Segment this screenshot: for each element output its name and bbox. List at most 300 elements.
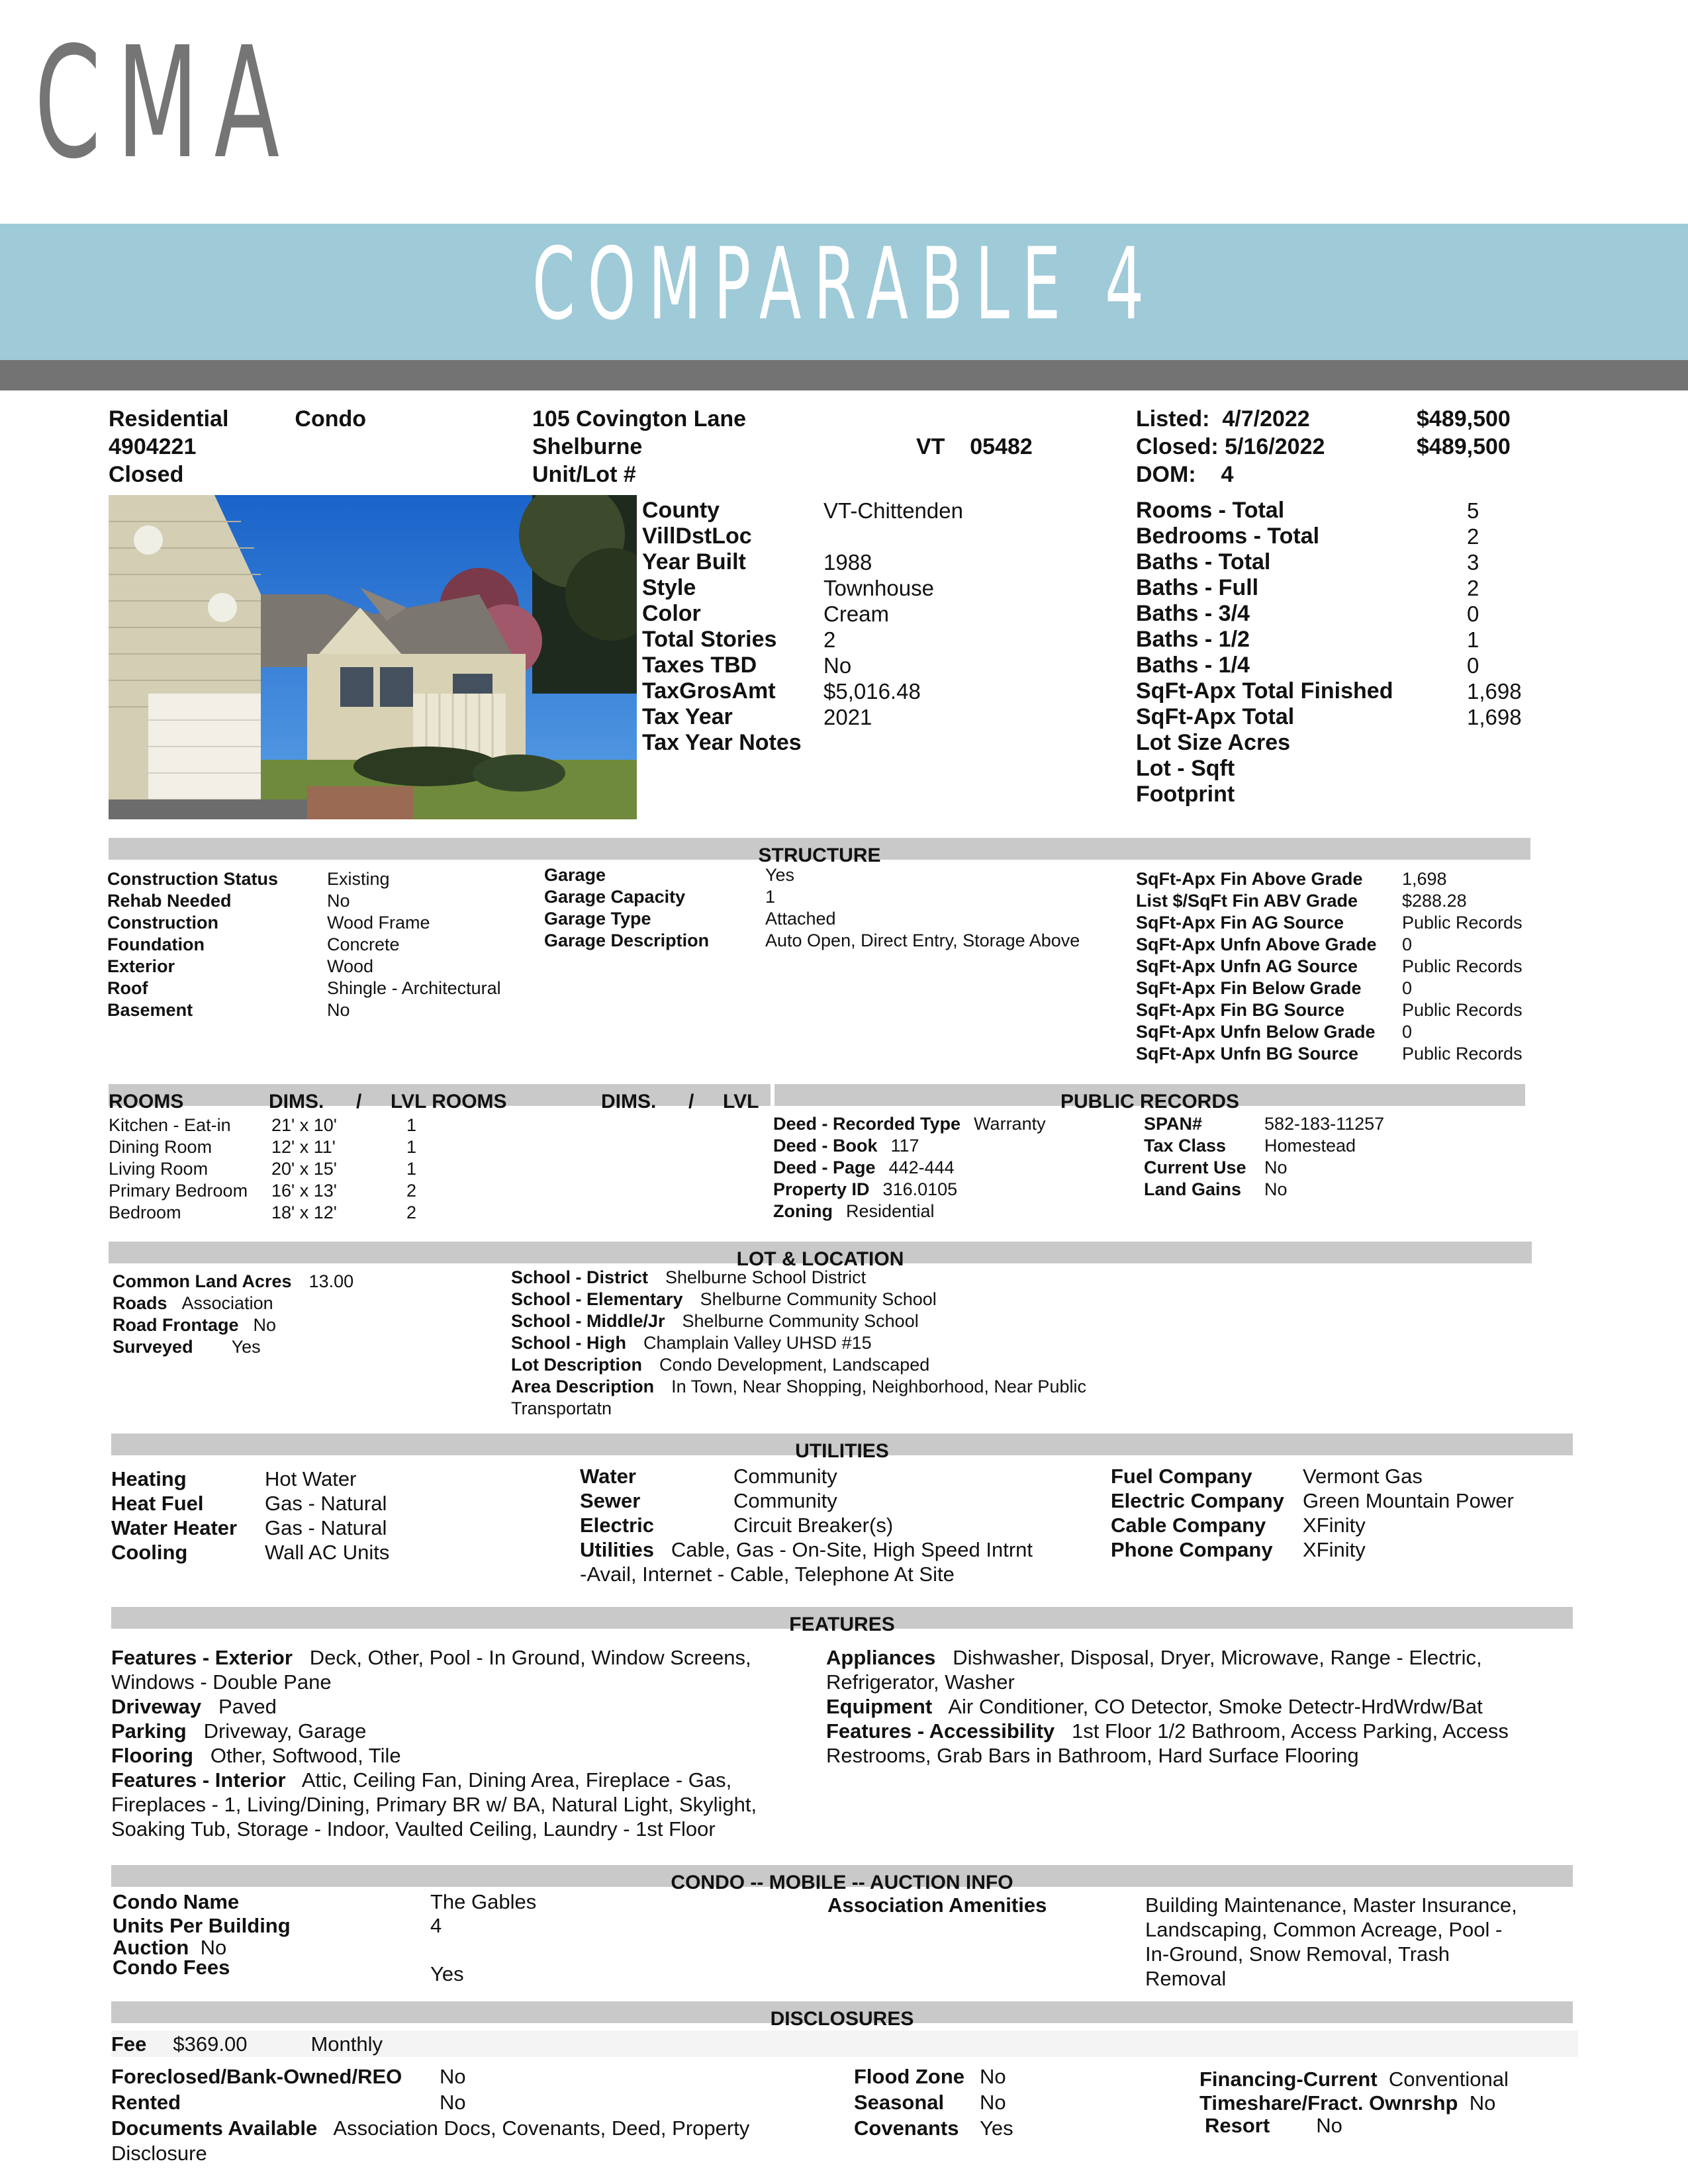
field-label: School - District xyxy=(511,1267,649,1287)
field-label: Deed - Book xyxy=(773,1136,878,1156)
listed-label: Listed: xyxy=(1136,406,1210,432)
summary-row xyxy=(1136,756,1522,782)
summary-mid xyxy=(642,498,963,756)
property-subtype: Condo xyxy=(295,406,367,432)
field-label: Rehab Needed xyxy=(107,891,232,911)
summary-row xyxy=(1136,782,1522,807)
summary-value: $5,016.48 xyxy=(823,679,921,704)
structure-row xyxy=(544,908,1080,930)
field-label: Water xyxy=(580,1465,636,1488)
summary-value xyxy=(1467,730,1522,756)
field-value-cont: Restrooms, Grab Bars in Bathroom, Hard Surface Flooring xyxy=(826,1744,1359,1767)
field-value: Auto Open, Direct Entry, Storage Above xyxy=(765,931,1080,950)
summary-label: Baths - Full xyxy=(1136,575,1259,600)
summary-row xyxy=(642,730,963,756)
gray-divider xyxy=(0,360,1688,390)
summary-label: Taxes TBD xyxy=(642,653,757,678)
summary-label: Lot Size Acres xyxy=(1136,730,1291,755)
disclosure-row xyxy=(111,2089,466,2115)
lot-row xyxy=(511,1354,929,1376)
field-label: Garage Description xyxy=(544,931,710,950)
field-value: XFinity xyxy=(1303,1538,1366,1561)
field-value: Community xyxy=(733,1465,837,1488)
association-amenities xyxy=(1145,1893,1517,1991)
utilities-title: UTILITIES xyxy=(795,1440,889,1462)
field-label: List $/SqFt Fin ABV Grade xyxy=(1136,891,1358,911)
lot-row xyxy=(113,1271,353,1293)
closed-date: 5/16/2022 xyxy=(1225,434,1325,459)
summary-right-table xyxy=(1136,498,1522,807)
summary-value: 2021 xyxy=(823,705,872,729)
closed-price: $489,500 xyxy=(1417,434,1511,459)
field-value: Driveway, Garage xyxy=(203,1719,367,1743)
slash-col-header: / xyxy=(356,1091,362,1113)
public-records-left xyxy=(773,1113,1046,1222)
room-dims: 21' x 10' xyxy=(271,1115,337,1135)
structure-row xyxy=(1136,912,1523,934)
field-value: Paved xyxy=(218,1695,277,1718)
field-label: School - High xyxy=(511,1333,626,1353)
field-value: Public Records xyxy=(1402,913,1523,933)
summary-row xyxy=(642,601,963,627)
utilities-mid xyxy=(580,1464,1033,1586)
structure-row xyxy=(1136,934,1523,956)
summary-mid-table xyxy=(642,498,963,756)
field-value: Hot Water xyxy=(265,1467,357,1490)
condo-row xyxy=(113,1890,536,1914)
utility-row xyxy=(1111,1513,1514,1537)
field-label: Exterior xyxy=(107,956,175,976)
field-value: 0 xyxy=(1402,934,1413,954)
field-label: Property ID xyxy=(773,1179,870,1199)
summary-label: Style xyxy=(642,575,696,600)
summary-label: VillDstLoc xyxy=(642,523,752,549)
field-value: Association Docs, Covenants, Deed, Property xyxy=(333,2116,750,2140)
disclosures-mid xyxy=(854,2064,1013,2141)
field-label: Current Use xyxy=(1144,1158,1246,1177)
utility-row xyxy=(580,1488,893,1513)
field-label: Documents Available xyxy=(111,2116,318,2140)
summary-right xyxy=(1136,498,1522,807)
field-value: Wall AC Units xyxy=(265,1541,390,1564)
field-label: Heating xyxy=(111,1467,187,1490)
field-label: Seasonal xyxy=(854,2091,945,2114)
field-value: No xyxy=(440,2065,466,2088)
summary-row xyxy=(642,704,963,730)
summary-row xyxy=(642,498,963,523)
field-label: Road Frontage xyxy=(113,1315,239,1335)
summary-value: VT-Chittenden xyxy=(823,498,963,523)
disclosure-row xyxy=(854,2089,1013,2115)
association-amenities-label: Association Amenities xyxy=(827,1893,1047,1917)
field-value: 13.00 xyxy=(308,1271,354,1291)
room-level: 2 xyxy=(406,1181,417,1201)
utilities-line xyxy=(580,1537,1033,1562)
summary-value: Cream xyxy=(823,602,890,626)
field-value: 582-183-11257 xyxy=(1264,1114,1385,1134)
utilities-left xyxy=(111,1467,389,1565)
field-label: Land Gains xyxy=(1144,1179,1242,1199)
room-name: Bedroom xyxy=(109,1203,181,1222)
field-value: Yes xyxy=(980,2116,1013,2140)
field-label: Garage Type xyxy=(544,909,651,929)
lot-row xyxy=(113,1293,273,1314)
summary-value: No xyxy=(823,653,852,678)
record-row xyxy=(1144,1157,1384,1179)
disclosures-left xyxy=(111,2064,749,2165)
field-label: Parking xyxy=(111,1719,187,1743)
summary-label: Total Stories xyxy=(642,627,777,652)
field-value: No xyxy=(253,1315,277,1335)
mls-number: 4904221 xyxy=(109,434,197,459)
structure-row xyxy=(107,890,501,912)
field-value-cont: Refrigerator, Washer xyxy=(826,1670,1015,1694)
field-label: SPAN# xyxy=(1144,1114,1203,1134)
field-label: SqFt-Apx Fin AG Source xyxy=(1136,913,1344,933)
utility-row xyxy=(580,1513,893,1537)
summary-label: SqFt-Apx Total xyxy=(1136,704,1295,729)
structure-row xyxy=(1136,1021,1523,1043)
field-value-cont: Fireplaces - 1, Living/Dining, Primary BR w/ BA, Natural Light, Skylight, xyxy=(111,1793,757,1816)
field-value: 117 xyxy=(890,1136,919,1156)
field-value: $288.28 xyxy=(1402,891,1467,911)
field-label: SqFt-Apx Unfn Below Grade xyxy=(1136,1022,1376,1042)
field-label: Features - Exterior xyxy=(111,1646,293,1669)
field-label: Phone Company xyxy=(1111,1538,1273,1561)
field-label: Garage Capacity xyxy=(544,887,686,907)
field-label: Condo Name xyxy=(113,1890,240,1913)
disclosure-row xyxy=(111,2064,466,2089)
field-label: Water Heater xyxy=(111,1516,238,1539)
record-row xyxy=(1144,1179,1384,1201)
utility-row xyxy=(111,1516,389,1540)
summary-value: 1 xyxy=(1467,627,1479,652)
field-label: Electric xyxy=(580,1514,655,1537)
room-row xyxy=(109,1158,416,1180)
closed-label: Closed: xyxy=(1136,434,1219,459)
field-value: Warranty xyxy=(974,1114,1046,1134)
summary-label: Year Built xyxy=(642,549,746,574)
summary-row xyxy=(642,575,963,601)
amenities-line: In-Ground, Snow Removal, Trash xyxy=(1145,1942,1450,1966)
field-value: Condo Development, Landscaped xyxy=(659,1355,930,1375)
summary-row xyxy=(642,653,963,678)
summary-row xyxy=(1136,523,1522,549)
summary-row xyxy=(642,549,963,575)
field-value: 1st Floor 1/2 Bathroom, Access Parking, Access xyxy=(1072,1719,1509,1743)
room-name: Dining Room xyxy=(109,1137,212,1157)
field-value: Homestead xyxy=(1264,1136,1356,1156)
unit-label: Unit/Lot # xyxy=(532,462,636,487)
structure-row xyxy=(544,930,1080,952)
summary-label: Lot - Sqft xyxy=(1136,756,1235,781)
field-value: 1 xyxy=(765,887,776,907)
field-label: Construction xyxy=(107,913,218,933)
summary-value xyxy=(823,523,963,549)
slash-col-header-2: / xyxy=(688,1091,694,1113)
structure-title: STRUCTURE xyxy=(758,844,881,866)
field-value-cont: Disclosure xyxy=(111,2142,207,2165)
lot-row xyxy=(511,1376,1086,1398)
summary-row xyxy=(1136,498,1522,523)
field-value: The Gables xyxy=(430,1890,537,1913)
lot-row xyxy=(511,1332,872,1354)
structure-row xyxy=(107,868,501,890)
utility-row xyxy=(111,1540,389,1565)
summary-value: 2 xyxy=(1467,576,1479,600)
summary-row xyxy=(642,678,963,704)
structure-row xyxy=(544,864,1080,886)
comparable-title-text: COMPARABLE 4 xyxy=(532,227,1156,342)
structure-row xyxy=(107,999,501,1021)
field-value: 4 xyxy=(430,1914,442,1937)
field-value: No xyxy=(1264,1179,1288,1199)
utility-row xyxy=(1111,1537,1514,1562)
summary-value: 2 xyxy=(1467,524,1479,549)
field-label: Flood Zone xyxy=(854,2065,965,2088)
field-value: Concrete xyxy=(327,934,400,954)
structure-row xyxy=(1136,890,1523,912)
listing-status: Closed xyxy=(109,462,184,487)
field-value: Public Records xyxy=(1402,956,1523,976)
field-value: 0 xyxy=(1402,978,1413,998)
field-value: Shelburne School District xyxy=(665,1267,867,1287)
field-value: Circuit Breaker(s) xyxy=(733,1514,894,1537)
structure-row xyxy=(1136,1043,1523,1065)
field-value: Association xyxy=(181,1293,273,1313)
lot-row xyxy=(511,1310,919,1332)
summary-value: 0 xyxy=(1467,653,1479,678)
room-name: Primary Bedroom xyxy=(109,1181,248,1201)
zip: 05482 xyxy=(970,434,1033,459)
field-label: School - Middle/Jr xyxy=(511,1311,665,1331)
field-label: Surveyed xyxy=(113,1337,193,1357)
record-row xyxy=(1144,1135,1384,1157)
field-label: Area Description xyxy=(511,1377,655,1396)
room-row xyxy=(109,1202,416,1224)
room-level: 1 xyxy=(406,1159,417,1179)
room-name: Kitchen - Eat-in xyxy=(109,1115,231,1135)
condo-row xyxy=(113,1958,464,1991)
field-value: Conventional xyxy=(1388,2068,1509,2091)
street-address: 105 Covington Lane xyxy=(532,406,747,432)
field-label: SqFt-Apx Unfn Above Grade xyxy=(1136,934,1377,954)
features-left xyxy=(111,1645,757,1841)
record-row xyxy=(1144,1113,1384,1135)
field-label: Foundation xyxy=(107,934,205,954)
property-type: Residential xyxy=(109,406,229,432)
structure-mid xyxy=(544,864,1080,952)
field-label: Garage xyxy=(544,865,606,885)
state-zip xyxy=(916,433,1033,461)
room-dims: 20' x 15' xyxy=(271,1159,337,1179)
amenities-line: Removal xyxy=(1145,1967,1227,1990)
field-value: Attached xyxy=(765,909,836,929)
field-value: Deck, Other, Pool - In Ground, Window Screens, xyxy=(309,1646,751,1669)
field-label: School - Elementary xyxy=(511,1289,683,1309)
comparable-title xyxy=(0,227,1688,342)
summary-row xyxy=(1136,678,1522,704)
field-label: Features - Accessibility xyxy=(826,1719,1055,1743)
disclosure-row xyxy=(854,2064,1013,2089)
record-row xyxy=(773,1201,935,1222)
summary-value: 1,698 xyxy=(1467,679,1522,704)
summary-value: 3 xyxy=(1467,550,1479,574)
summary-label: Baths - 1/4 xyxy=(1136,653,1250,678)
summary-label: Color xyxy=(642,601,701,626)
structure-left xyxy=(107,868,501,1021)
field-value: Yes xyxy=(231,1337,261,1357)
rooms-table xyxy=(109,1115,416,1224)
summary-label: Rooms - Total xyxy=(1136,498,1285,523)
room-dims: 18' x 12' xyxy=(271,1203,337,1222)
lot-row xyxy=(511,1289,937,1310)
utilities-cont: -Avail, Internet - Cable, Telephone At Site xyxy=(580,1563,955,1586)
field-label: SqFt-Apx Unfn BG Source xyxy=(1136,1044,1358,1064)
summary-label: Tax Year Notes xyxy=(642,730,802,755)
field-label: Zoning xyxy=(773,1201,833,1221)
field-value: Wood xyxy=(327,956,374,976)
record-row xyxy=(773,1157,955,1179)
record-row xyxy=(773,1135,919,1157)
condo-auction xyxy=(113,1938,536,1958)
field-value: Yes xyxy=(430,1962,464,1985)
field-value: Green Mountain Power xyxy=(1303,1489,1514,1512)
summary-row xyxy=(1136,627,1522,653)
field-value: No xyxy=(440,2091,466,2114)
field-label: SqFt-Apx Fin Below Grade xyxy=(1136,978,1362,998)
structure-row xyxy=(1136,868,1523,890)
field-value: No xyxy=(1469,2091,1496,2115)
field-value: Dishwasher, Disposal, Dryer, Microwave, Range - Electric, xyxy=(953,1646,1482,1669)
field-value: Community xyxy=(733,1489,837,1512)
room-dims: 16' x 13' xyxy=(271,1181,337,1201)
summary-value xyxy=(823,730,963,756)
field-label: Driveway xyxy=(111,1695,202,1718)
summary-value: 2 xyxy=(823,627,836,652)
field-value: Public Records xyxy=(1402,1044,1523,1064)
features-title: FEATURES xyxy=(789,1614,895,1635)
field-value-cont: Windows - Double Pane xyxy=(111,1670,332,1694)
field-label: Heat Fuel xyxy=(111,1492,204,1515)
field-value: No xyxy=(980,2091,1006,2114)
state: VT xyxy=(916,434,945,459)
field-label: SqFt-Apx Unfn AG Source xyxy=(1136,956,1358,976)
field-label: Equipment xyxy=(826,1695,933,1718)
header-address xyxy=(532,405,746,488)
dom-value: 4 xyxy=(1221,462,1234,487)
field-label: Lot Description xyxy=(511,1355,643,1375)
header-prices xyxy=(1417,405,1511,461)
room-dims: 12' x 11' xyxy=(271,1137,336,1157)
field-value: Shelburne Community School xyxy=(682,1311,919,1331)
field-value: Vermont Gas xyxy=(1303,1465,1423,1488)
fee-frequency: Monthly xyxy=(310,2032,383,2056)
property-photo xyxy=(109,495,637,819)
field-label: Sewer xyxy=(580,1489,641,1512)
field-value: 0 xyxy=(1402,1022,1413,1042)
field-value: In Town, Near Shopping, Neighborhood, Near Public xyxy=(671,1377,1086,1396)
disclosure-row xyxy=(854,2115,1013,2141)
field-label: Auction xyxy=(113,1936,189,1959)
summary-row xyxy=(642,627,963,653)
utility-row xyxy=(111,1467,389,1491)
utilities-right xyxy=(1111,1464,1514,1562)
field-value: 316.0105 xyxy=(882,1179,958,1199)
summary-row xyxy=(1136,549,1522,575)
field-value: 442-444 xyxy=(888,1158,955,1177)
structure-row xyxy=(107,978,501,999)
summary-label: TaxGrosAmt xyxy=(642,678,776,704)
field-value: Air Conditioner, CO Detector, Smoke Detectr-HrdWrdw/Bat xyxy=(948,1695,1483,1718)
structure-row xyxy=(544,886,1080,908)
lvl-col-header: LVL xyxy=(723,1091,759,1113)
field-value: Public Records xyxy=(1402,1000,1523,1020)
summary-row xyxy=(1136,704,1522,730)
field-label: Electric Company xyxy=(1111,1489,1284,1512)
record-row xyxy=(773,1113,1046,1135)
structure-row xyxy=(107,956,501,978)
lot-right xyxy=(511,1267,1086,1420)
field-label: Tax Class xyxy=(1144,1136,1227,1156)
field-label: Fuel Company xyxy=(1111,1465,1252,1488)
summary-value: 5 xyxy=(1467,498,1479,523)
summary-value xyxy=(1467,782,1522,807)
summary-label: Footprint xyxy=(1136,782,1235,807)
structure-row xyxy=(1136,999,1523,1021)
room-row xyxy=(109,1136,416,1158)
field-value: Gas - Natural xyxy=(265,1492,387,1515)
field-label: Features - Interior xyxy=(111,1768,286,1792)
field-label: Roads xyxy=(113,1293,167,1313)
listed-date: 4/7/2022 xyxy=(1222,406,1310,432)
field-value: Attic, Ceiling Fan, Dining Area, Fireplace - Gas, xyxy=(301,1768,732,1792)
dom-label: DOM: xyxy=(1136,462,1196,487)
fee-amount: $369.00 xyxy=(173,2032,248,2056)
summary-row xyxy=(1136,601,1522,627)
page-title: CMA xyxy=(34,14,295,193)
field-label: Resort xyxy=(1205,2114,1270,2137)
condo-title: CONDO -- MOBILE -- AUCTION INFO xyxy=(671,1872,1013,1893)
field-label: SqFt-Apx Fin Above Grade xyxy=(1136,869,1363,889)
field-label: Fee xyxy=(111,2032,147,2056)
summary-label: SqFt-Apx Total Finished xyxy=(1136,678,1393,704)
condo-row xyxy=(113,1914,536,1938)
summary-label: Baths - Total xyxy=(1136,549,1271,574)
field-label: Timeshare/Fract. Ownrshp xyxy=(1199,2091,1458,2115)
field-value: 1,698 xyxy=(1402,869,1447,889)
summary-label: Baths - 1/2 xyxy=(1136,627,1250,652)
field-label: Cable Company xyxy=(1111,1514,1266,1537)
room-row xyxy=(109,1115,416,1136)
field-label: Foreclosed/Bank-Owned/REO xyxy=(111,2065,402,2088)
field-value: Cable, Gas - On-Site, High Speed Intrnt xyxy=(671,1538,1033,1561)
structure-right xyxy=(1136,868,1523,1065)
room-name: Living Room xyxy=(109,1159,209,1179)
summary-value: 1988 xyxy=(823,550,872,574)
amenities-line: Building Maintenance, Master Insurance, xyxy=(1145,1893,1517,1917)
field-value: Shelburne Community School xyxy=(700,1289,937,1309)
summary-label: County xyxy=(642,498,720,523)
dims-col-header-2: DIMS. xyxy=(601,1091,657,1113)
room-row xyxy=(109,1180,416,1202)
structure-row xyxy=(1136,956,1523,978)
field-value: Yes xyxy=(765,865,795,885)
field-value-cont: Soaking Tub, Storage - Indoor, Vaulted Ceiling, Laundry - 1st Floor xyxy=(111,1817,716,1841)
summary-label: Bedrooms - Total xyxy=(1136,523,1320,549)
field-label: Roof xyxy=(107,978,148,998)
field-value: No xyxy=(327,891,350,911)
